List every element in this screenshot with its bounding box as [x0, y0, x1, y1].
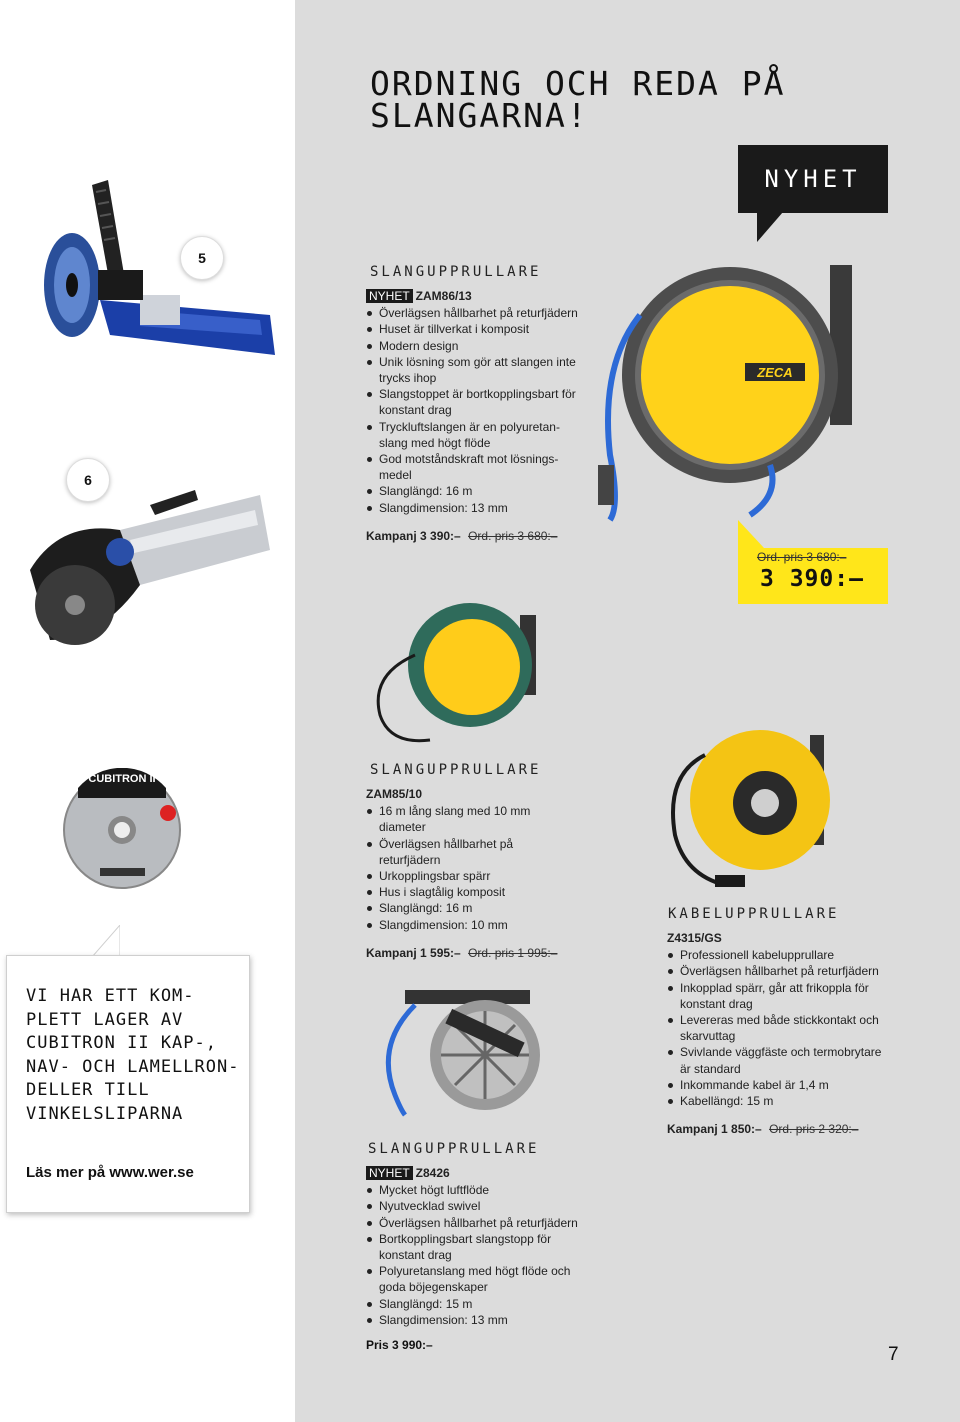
model-z4315: Z4315/GS	[667, 931, 722, 945]
feature-list-zam85	[366, 803, 576, 933]
spec-zam85	[366, 786, 576, 961]
reel-brand-label: ZECA	[757, 365, 793, 380]
feature-item: Svivlande väggfäste och termobrytare är standard	[667, 1044, 882, 1076]
hose-reel-zam85-image	[370, 595, 550, 755]
cable-reel-z4315-image	[655, 715, 845, 895]
ordinary-price: Ord. pris 2 320:–	[769, 1122, 859, 1137]
price-box-notch	[738, 520, 764, 548]
feature-item: Slangdimension: 13 mm	[366, 1312, 581, 1328]
feature-item: Nyutvecklad swivel	[366, 1198, 581, 1214]
feature-item: Huset är tillverkat i komposit	[366, 321, 586, 337]
feature-list-z4315	[667, 947, 882, 1109]
nyhet-tag: NYHET	[366, 289, 413, 303]
page-headline: ORDNING OCH REDA PÅ SLANGARNA!	[370, 64, 786, 135]
price-box-ordinary: Ord. pris 3 680:–	[757, 550, 847, 564]
price-z8426: Pris 3 990:–	[366, 1338, 433, 1352]
nyhet-tag: NYHET	[366, 1166, 413, 1180]
page-number: 7	[888, 1344, 899, 1365]
section-heading-zam85: SLANGUPPRULLARE	[370, 762, 542, 778]
ordinary-price: Ord. pris 3 680:–	[468, 528, 558, 543]
feature-item: Mycket högt luftflöde	[366, 1182, 581, 1198]
disc-brand-label: CUBITRON II	[88, 773, 156, 785]
cutoff-tool-image	[20, 490, 280, 670]
feature-item: God motståndskraft mot lösnings-medel	[366, 451, 586, 483]
feature-item: Urkopplingsbar spärr	[366, 868, 576, 884]
info-box-tail	[92, 925, 120, 957]
section-heading-zam86: SLANGUPPRULLARE	[370, 264, 542, 280]
nyhet-badge: NYHET	[738, 145, 888, 213]
feature-item: Bortkopplingsbart slangstopp för konstant drag	[366, 1231, 581, 1263]
campaign-price: Kampanj 1 850:–	[667, 1122, 762, 1137]
price-line-zam85	[366, 945, 576, 961]
feature-item: Hus i slagtålig komposit	[366, 884, 576, 900]
campaign-price: Kampanj 3 390:–	[366, 528, 461, 543]
feature-item: Överlägsen hållbarhet på returfjädern	[366, 836, 576, 868]
price-box-price: 3 390:–	[760, 566, 864, 592]
hose-reel-z8426-image	[375, 985, 555, 1120]
feature-item: Slangdimension: 10 mm	[366, 917, 576, 933]
hose-reel-zam86-image	[580, 225, 880, 525]
angle-grinder-image	[30, 170, 280, 380]
model-zam85: ZAM85/10	[366, 787, 423, 801]
feature-item: Inkopplad spärr, går att frikoppla för konstant drag	[667, 980, 882, 1012]
feature-item: 16 m lång slang med 10 mm diameter	[366, 803, 576, 835]
spec-zam86	[366, 288, 586, 544]
campaign-price: Kampanj 1 595:–	[366, 945, 461, 960]
feature-list-z8426	[366, 1182, 581, 1328]
model-z8426: NYHET Z8426	[366, 1165, 581, 1181]
feature-list-zam86	[366, 305, 586, 516]
feature-item: Modern design	[366, 338, 586, 354]
model-zam86: NYHET ZAM86/13	[366, 288, 586, 304]
feature-item: Överlägsen hållbarhet på returfjädern	[667, 963, 882, 979]
info-box-text: VI HAR ETT KOM-PLETT LAGER AV CUBITRON II KAP-, NAV- OCH LAMELLRON-DELLER TILL VINKELSLIPARNA	[26, 986, 240, 1124]
feature-item: Inkommande kabel är 1,4 m	[667, 1077, 882, 1093]
feature-item: Polyuretanslang med högt flöde och goda böjegenskaper	[366, 1263, 581, 1295]
ordinary-price: Ord. pris 1 995:–	[468, 945, 558, 960]
product-number-badge-6: 6	[66, 458, 110, 502]
spec-z8426	[366, 1165, 581, 1328]
feature-item: Tryckluftslangen är en polyuretan-slang med högt flöde	[366, 419, 586, 451]
feature-item: Överlägsen hållbarhet på returfjädern	[366, 1215, 581, 1231]
product-number-badge-5: 5	[180, 236, 224, 280]
price-line-zam86	[366, 528, 586, 544]
feature-item: Unik lösning som gör att slangen inte trycks ihop	[366, 354, 586, 386]
spec-z4315	[667, 930, 882, 1137]
feature-item: Slangstoppet är bortkopplingsbart för konstant drag	[366, 386, 586, 418]
price-line-z4315	[667, 1121, 882, 1137]
feature-item: Slanglängd: 16 m	[366, 900, 576, 916]
feature-item: Slanglängd: 16 m	[366, 483, 586, 499]
section-heading-z4315: KABELUPPRULLARE	[668, 906, 840, 922]
feature-item: Överlägsen hållbarhet på returfjädern	[366, 305, 586, 321]
section-heading-z8426: SLANGUPPRULLARE	[368, 1141, 540, 1157]
feature-item: Levereras med både stickkontakt och skarvuttag	[667, 1012, 882, 1044]
feature-item: Slanglängd: 15 m	[366, 1296, 581, 1312]
feature-item: Kabellängd: 15 m	[667, 1093, 882, 1109]
cubitron-disc-image	[60, 768, 185, 893]
feature-item: Slangdimension: 13 mm	[366, 500, 586, 516]
info-box-link[interactable]: Läs mer på www.wer.se	[26, 1164, 194, 1181]
feature-item: Professionell kabelupprullare	[667, 947, 882, 963]
